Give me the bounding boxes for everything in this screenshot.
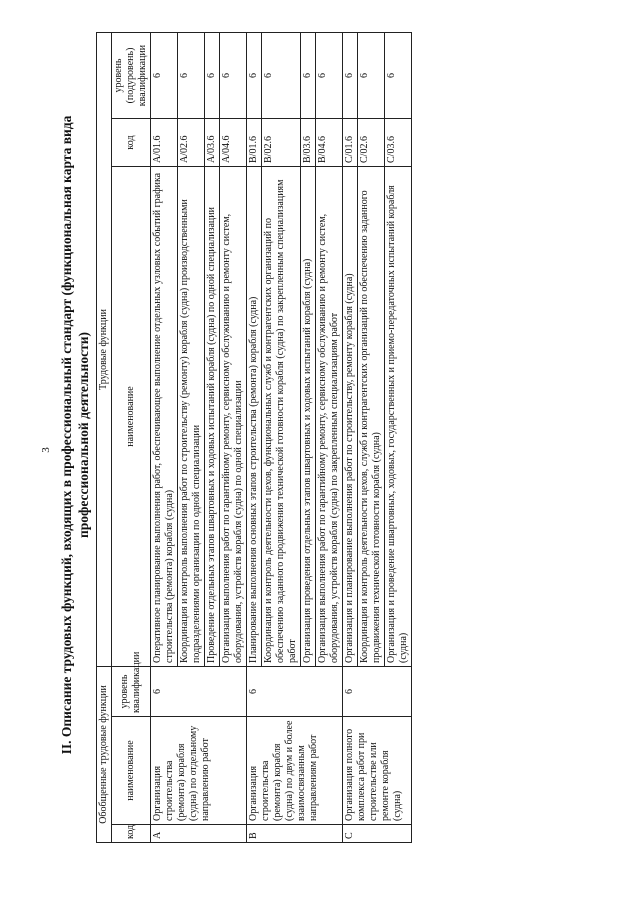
function-code: A/04.6 bbox=[220, 119, 247, 167]
group-level: 6 bbox=[247, 667, 343, 717]
function-name: Организация выполнения работ по гарантийному ремонту, сервисному обслуживанию и ремонту систем, оборудования, устройств корабля (судна) по закрепленным специализациям работ bbox=[316, 167, 343, 667]
header-code: код bbox=[112, 825, 151, 843]
function-level: 6 bbox=[205, 33, 220, 119]
header-level-2: уровень (подуровень) квалификации bbox=[112, 33, 151, 119]
function-code: A/01.6 bbox=[151, 119, 178, 167]
function-level: 6 bbox=[178, 33, 205, 119]
function-level: 6 bbox=[343, 33, 358, 119]
function-level: 6 bbox=[247, 33, 262, 119]
function-level: 6 bbox=[358, 33, 385, 119]
function-code: C/01.6 bbox=[343, 119, 358, 167]
function-code: B/01.6 bbox=[247, 119, 262, 167]
function-code: C/03.6 bbox=[385, 119, 412, 167]
function-code: A/03.6 bbox=[205, 119, 220, 167]
function-level: 6 bbox=[385, 33, 412, 119]
function-code: B/03.6 bbox=[301, 119, 316, 167]
function-level: 6 bbox=[151, 33, 178, 119]
table-row bbox=[151, 33, 178, 843]
table-row bbox=[247, 33, 262, 843]
group-code: A bbox=[151, 825, 247, 843]
function-level: 6 bbox=[316, 33, 343, 119]
function-name: Оперативное планирование выполнения работ, обеспечивающее выполнение отдельных узловых событий графика строительства (ремонта) корабля (судна) bbox=[151, 167, 178, 667]
section-title bbox=[58, 35, 92, 835]
functional-map-table bbox=[96, 32, 412, 843]
group-name: Организация строительства (ремонта) корабля (судна) по двум и более взаимосвязанным направлениям работ bbox=[247, 717, 343, 825]
function-code: A/02.6 bbox=[178, 119, 205, 167]
function-name: Организация и планирование выполнения работ по строительству, ремонту корабля (судна) bbox=[343, 167, 358, 667]
function-name: Организация и проведение швартовных, ходовых, государственных и приемо-передаточных испытаний корабля (судна) bbox=[385, 167, 412, 667]
header-name: наименование bbox=[112, 717, 151, 825]
group-level: 6 bbox=[343, 667, 412, 717]
function-name: Проведение отдельных этапов швартовных и ходовых испытаний корабля (судна) по одной специализации bbox=[205, 167, 220, 667]
function-name: Организация выполнения работ по гарантийному ремонту, сервисному обслуживанию и ремонту систем, оборудования, устройств корабля (судна) по одной специализации bbox=[220, 167, 247, 667]
function-name: Координация и контроль деятельности цехов, служб и контрагентских организаций по обеспечению заданного продвижения технической готовности корабля (судна) bbox=[358, 167, 385, 667]
function-code: B/04.6 bbox=[316, 119, 343, 167]
title-line-2: профессиональной деятельности) bbox=[76, 332, 91, 538]
title-line-1: II. Описание трудовых функций, входящих в профессиональный стандарт (функциональная карта вида bbox=[59, 115, 74, 755]
group-name: Организация полного комплекса работ при строительстве или ремонте корабля (судна) bbox=[343, 717, 412, 825]
group-code: C bbox=[343, 825, 412, 843]
header-level: уровень квалификации bbox=[112, 667, 151, 717]
function-level: 6 bbox=[301, 33, 316, 119]
table-row bbox=[343, 33, 358, 843]
function-code: C/02.6 bbox=[358, 119, 385, 167]
function-code: B/02.6 bbox=[262, 119, 301, 167]
page-number: 3 bbox=[40, 447, 52, 453]
header-labor: Трудовые функции bbox=[97, 33, 112, 667]
function-name: Организация проведения отдельных этапов швартовных и ходовых испытаний корабля (судна) bbox=[301, 167, 316, 667]
header-generalized: Обобщенные трудовые функции bbox=[97, 667, 112, 843]
header-code-2: код bbox=[112, 119, 151, 167]
group-level: 6 bbox=[151, 667, 247, 717]
function-level: 6 bbox=[220, 33, 247, 119]
function-name: Планирование выполнения основных этапов строительства (ремонта) корабля (судна) bbox=[247, 167, 262, 667]
header-name-2: наименование bbox=[112, 167, 151, 667]
function-name: Координация и контроль выполнения работ по строительству (ремонту) корабля (судна) производственными подразделениями организации по одной специализации bbox=[178, 167, 205, 667]
function-name: Координация и контроль деятельности цехов, функциональных служб и контрагентских организаций по обеспечению заданного продвижения технической готовности корабля (судна) по закрепленным специализациям работ bbox=[262, 167, 301, 667]
group-code: B bbox=[247, 825, 343, 843]
function-level: 6 bbox=[262, 33, 301, 119]
group-name: Организация строительства (ремонта) корабля (судна) по отдельному направлению работ bbox=[151, 717, 247, 825]
